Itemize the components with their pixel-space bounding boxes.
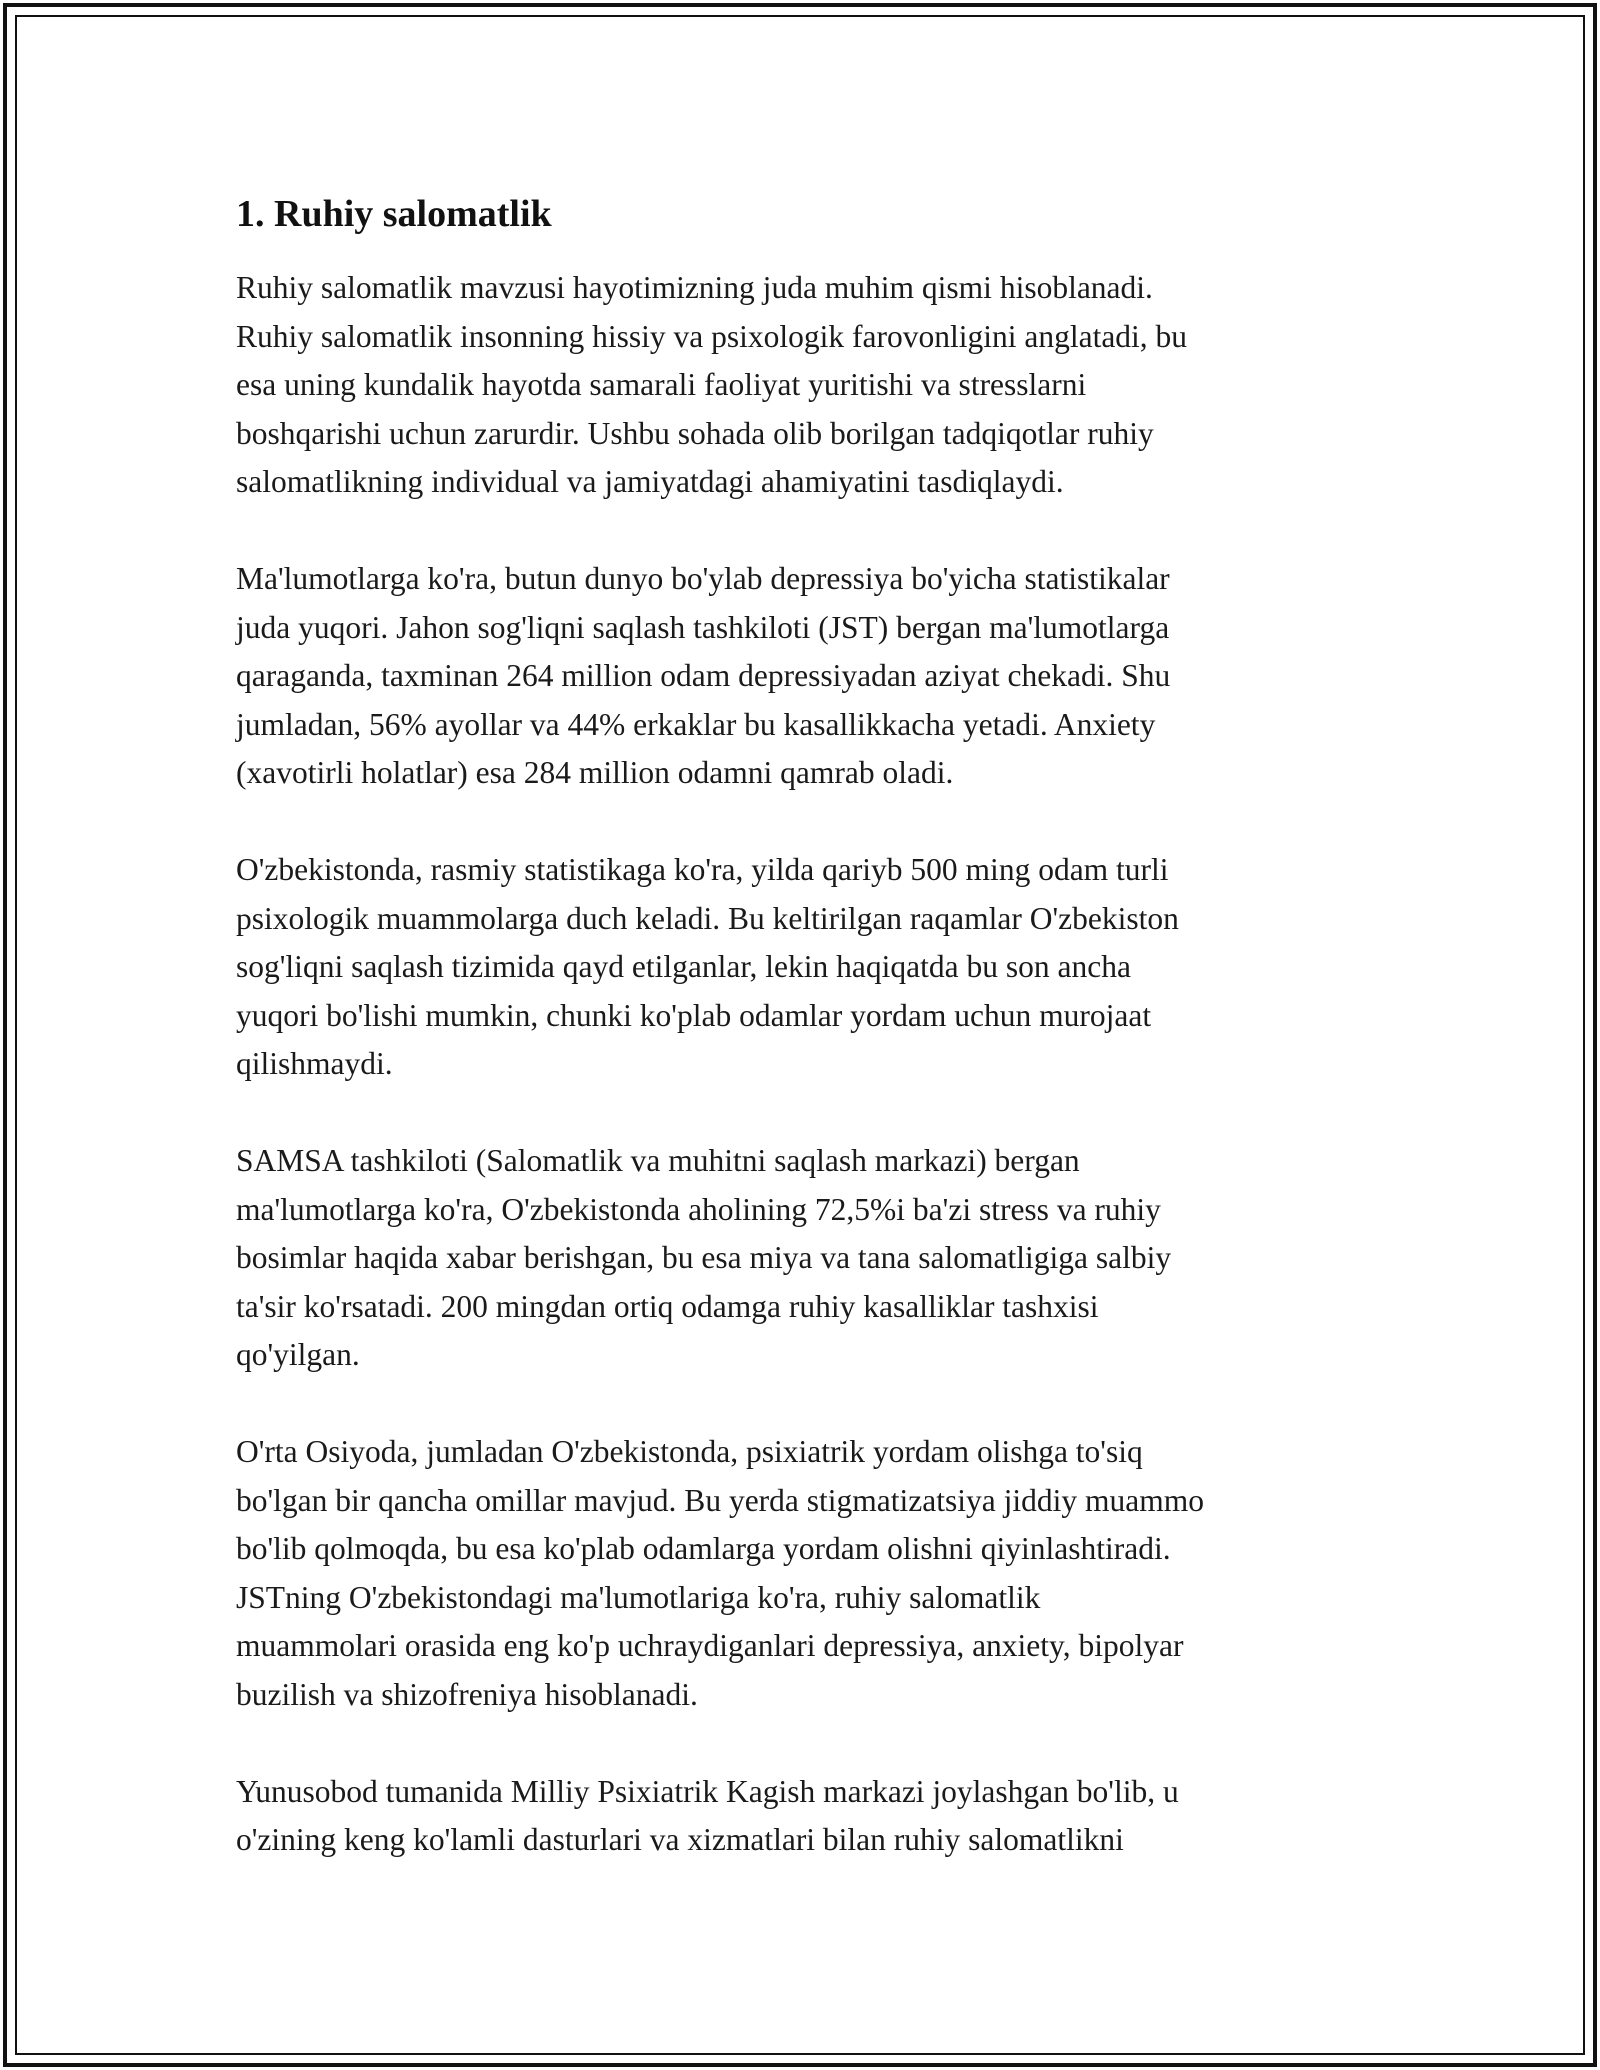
text-line: ma'lumotlarga ko'ra, O'zbekistonda aholining 72,5%i ba'zi stress va ruhiy	[236, 1191, 1161, 1227]
text-line: bo'lgan bir qancha omillar mavjud. Bu yerda stigmatizatsiya jiddiy muammo	[236, 1482, 1204, 1518]
paragraph-uzbekistan-statistics	[236, 846, 1396, 1089]
text-line: qilishmaydi.	[236, 1046, 393, 1081]
paragraph-central-asia	[236, 1428, 1396, 1719]
text-line: esa uning kundalik hayotda samarali faoliyat yuritishi va stresslarni	[236, 367, 1087, 402]
text-line: juda yuqori. Jahon sog'liqni saqlash tashkiloti (JST) bergan ma'lumotlarga	[236, 609, 1170, 645]
text-line: muammolari orasida eng ko'p uchraydiganlari depressiya, anxiety, bipolyar	[236, 1628, 1184, 1663]
paragraph-world-statistics	[236, 555, 1396, 798]
text-line: Yunusobod tumanida Milliy Psixiatrik Kagish markazi joylashgan bo'lib, u	[236, 1773, 1179, 1809]
text-line: SAMSA tashkiloti (Salomatlik va muhitni saqlash markazi) bergan	[236, 1143, 1080, 1178]
paragraph-samsa	[236, 1137, 1396, 1380]
text-line: jumladan, 56% ayollar va 44% erkaklar bu kasallikkacha yetadi. Anxiety	[236, 706, 1156, 742]
text-line: bo'lib qolmoqda, bu esa ko'plab odamlarga yordam olishni qiyinlashtiradi.	[236, 1531, 1171, 1566]
section-heading: 1. Ruhiy salomatlik	[236, 193, 552, 235]
text-line: ta'sir ko'rsatadi. 200 mingdan ortiq odamga ruhiy kasalliklar tashxisi	[236, 1288, 1099, 1324]
text-line: O'zbekistonda, rasmiy statistikaga ko'ra, yilda qariyb 500 ming odam turli	[236, 852, 1169, 887]
text-line: qaraganda, taxminan 264 million odam depressiyadan aziyat chekadi. Shu	[236, 658, 1171, 693]
text-line: qo'yilgan.	[236, 1337, 360, 1372]
text-line: Ma'lumotlarga ko'ra, butun dunyo bo'ylab depressiya bo'yicha statistikalar	[236, 561, 1170, 596]
text-line: O'rta Osiyoda, jumladan O'zbekistonda, psixiatrik yordam olishga to'siq	[236, 1434, 1143, 1469]
text-line: Ruhiy salomatlik mavzusi hayotimizning juda muhim qismi hisoblanadi.	[236, 270, 1153, 305]
paragraph-yunusobod	[236, 1768, 1396, 1865]
text-line: Ruhiy salomatlik insonning hissiy va psixologik farovonligini anglatadi, bu	[236, 318, 1188, 354]
text-line: o'zining keng ko'lamli dasturlari va xizmatlari bilan ruhiy salomatlikni	[236, 1822, 1124, 1857]
text-line: bosimlar haqida xabar berishgan, bu esa miya va tana salomatligiga salbiy	[236, 1240, 1172, 1275]
text-line: (xavotirli holatlar) esa 284 million odamni qamrab oladi.	[236, 755, 954, 790]
document-body	[236, 186, 1396, 1913]
paragraph-intro	[236, 264, 1396, 507]
text-line: psixologik muammolarga duch keladi. Bu keltirilgan raqamlar O'zbekiston	[236, 900, 1179, 936]
text-line: boshqarishi uchun zarurdir. Ushbu sohada olib borilgan tadqiqotlar ruhiy	[236, 415, 1154, 451]
text-line: salomatlikning individual va jamiyatdagi ahamiyatini tasdiqlaydi.	[236, 464, 1064, 499]
text-line: yuqori bo'lishi mumkin, chunki ko'plab odamlar yordam uchun murojaat	[236, 997, 1152, 1033]
text-line: sog'liqni saqlash tizimida qayd etilganlar, lekin haqiqatda bu son ancha	[236, 949, 1131, 984]
text-line: buzilish va shizofreniya hisoblanadi.	[236, 1676, 698, 1712]
text-line: JSTning O'zbekistondagi ma'lumotlariga ko'ra, ruhiy salomatlik	[236, 1579, 1041, 1615]
